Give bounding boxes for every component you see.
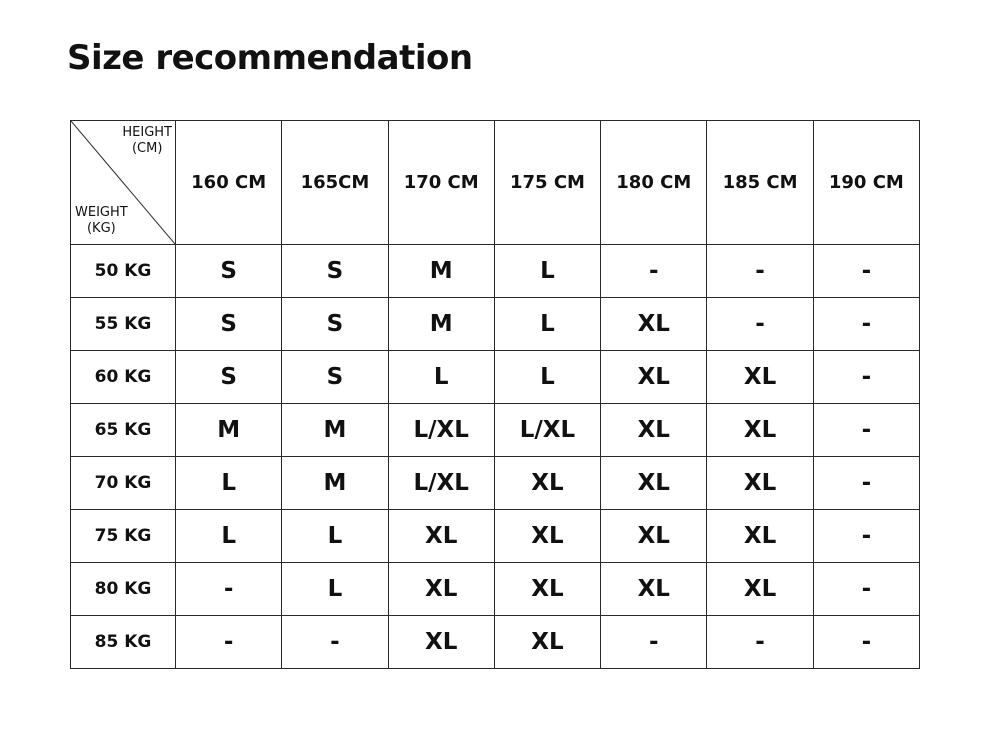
size-cell: - <box>813 616 919 669</box>
height-unit-text: (CM) <box>131 141 163 156</box>
size-cell: M <box>176 404 282 457</box>
row-header-weight: 65 KG <box>71 404 176 457</box>
size-cell: L/XL <box>388 457 494 510</box>
size-cell: XL <box>601 298 707 351</box>
size-cell: - <box>813 298 919 351</box>
column-header: 185 CM <box>707 121 813 245</box>
size-cell: L <box>176 457 282 510</box>
size-cell: L/XL <box>494 404 600 457</box>
size-cell: M <box>282 457 388 510</box>
size-cell: - <box>707 616 813 669</box>
row-header-weight: 60 KG <box>71 351 176 404</box>
column-header: 180 CM <box>601 121 707 245</box>
size-cell: L <box>282 510 388 563</box>
table-row <box>71 298 920 351</box>
height-label-text: HEIGHT <box>122 125 172 140</box>
row-header-weight: 70 KG <box>71 457 176 510</box>
size-cell: S <box>176 298 282 351</box>
size-cell: S <box>282 298 388 351</box>
row-header-weight: 75 KG <box>71 510 176 563</box>
table-row <box>71 404 920 457</box>
table-row <box>71 351 920 404</box>
size-cell: - <box>813 404 919 457</box>
table-row <box>71 457 920 510</box>
size-cell: L <box>494 351 600 404</box>
size-cell: XL <box>707 510 813 563</box>
table-row <box>71 510 920 563</box>
size-cell: L/XL <box>388 404 494 457</box>
size-cell: L <box>494 245 600 298</box>
column-header: 175 CM <box>494 121 600 245</box>
size-cell: - <box>813 457 919 510</box>
size-cell: XL <box>388 616 494 669</box>
size-cell: XL <box>494 616 600 669</box>
size-cell: S <box>176 351 282 404</box>
size-cell: - <box>601 616 707 669</box>
size-cell: XL <box>494 457 600 510</box>
size-cell: XL <box>707 457 813 510</box>
weight-label-text: WEIGHT <box>75 205 128 220</box>
size-cell: XL <box>601 510 707 563</box>
column-header: 160 CM <box>176 121 282 245</box>
header-row <box>71 121 920 245</box>
size-cell: S <box>282 351 388 404</box>
size-cell: S <box>176 245 282 298</box>
height-axis-label <box>122 125 172 157</box>
size-cell: L <box>282 563 388 616</box>
size-cell: XL <box>601 351 707 404</box>
table-row <box>71 245 920 298</box>
size-cell: XL <box>601 404 707 457</box>
size-cell: XL <box>707 563 813 616</box>
size-cell: XL <box>601 563 707 616</box>
table-body <box>71 245 920 669</box>
size-cell: - <box>813 245 919 298</box>
table-row <box>71 616 920 669</box>
size-cell: - <box>176 563 282 616</box>
row-header-weight: 50 KG <box>71 245 176 298</box>
size-cell: L <box>494 298 600 351</box>
weight-axis-label <box>75 205 128 237</box>
size-cell: - <box>282 616 388 669</box>
size-cell: XL <box>388 563 494 616</box>
size-cell: XL <box>707 351 813 404</box>
size-cell: - <box>601 245 707 298</box>
size-cell: XL <box>601 457 707 510</box>
table-row <box>71 563 920 616</box>
size-cell: XL <box>388 510 494 563</box>
size-cell: - <box>813 351 919 404</box>
row-header-weight: 55 KG <box>71 298 176 351</box>
size-cell: - <box>813 563 919 616</box>
row-header-weight: 85 KG <box>71 616 176 669</box>
column-header: 190 CM <box>813 121 919 245</box>
size-cell: L <box>388 351 494 404</box>
column-header: 170 CM <box>388 121 494 245</box>
corner-cell <box>71 121 176 245</box>
size-cell: XL <box>494 510 600 563</box>
column-header: 165CM <box>282 121 388 245</box>
size-cell: - <box>707 298 813 351</box>
size-cell: M <box>388 298 494 351</box>
page-title: Size recommendation <box>67 38 473 78</box>
size-cell: - <box>176 616 282 669</box>
row-header-weight: 80 KG <box>71 563 176 616</box>
size-cell: M <box>282 404 388 457</box>
size-cell: S <box>282 245 388 298</box>
size-cell: XL <box>707 404 813 457</box>
weight-unit-text: (KG) <box>86 221 116 236</box>
size-cell: L <box>176 510 282 563</box>
size-cell: XL <box>494 563 600 616</box>
size-cell: - <box>707 245 813 298</box>
size-cell: - <box>813 510 919 563</box>
size-cell: M <box>388 245 494 298</box>
size-chart-table <box>70 120 920 669</box>
